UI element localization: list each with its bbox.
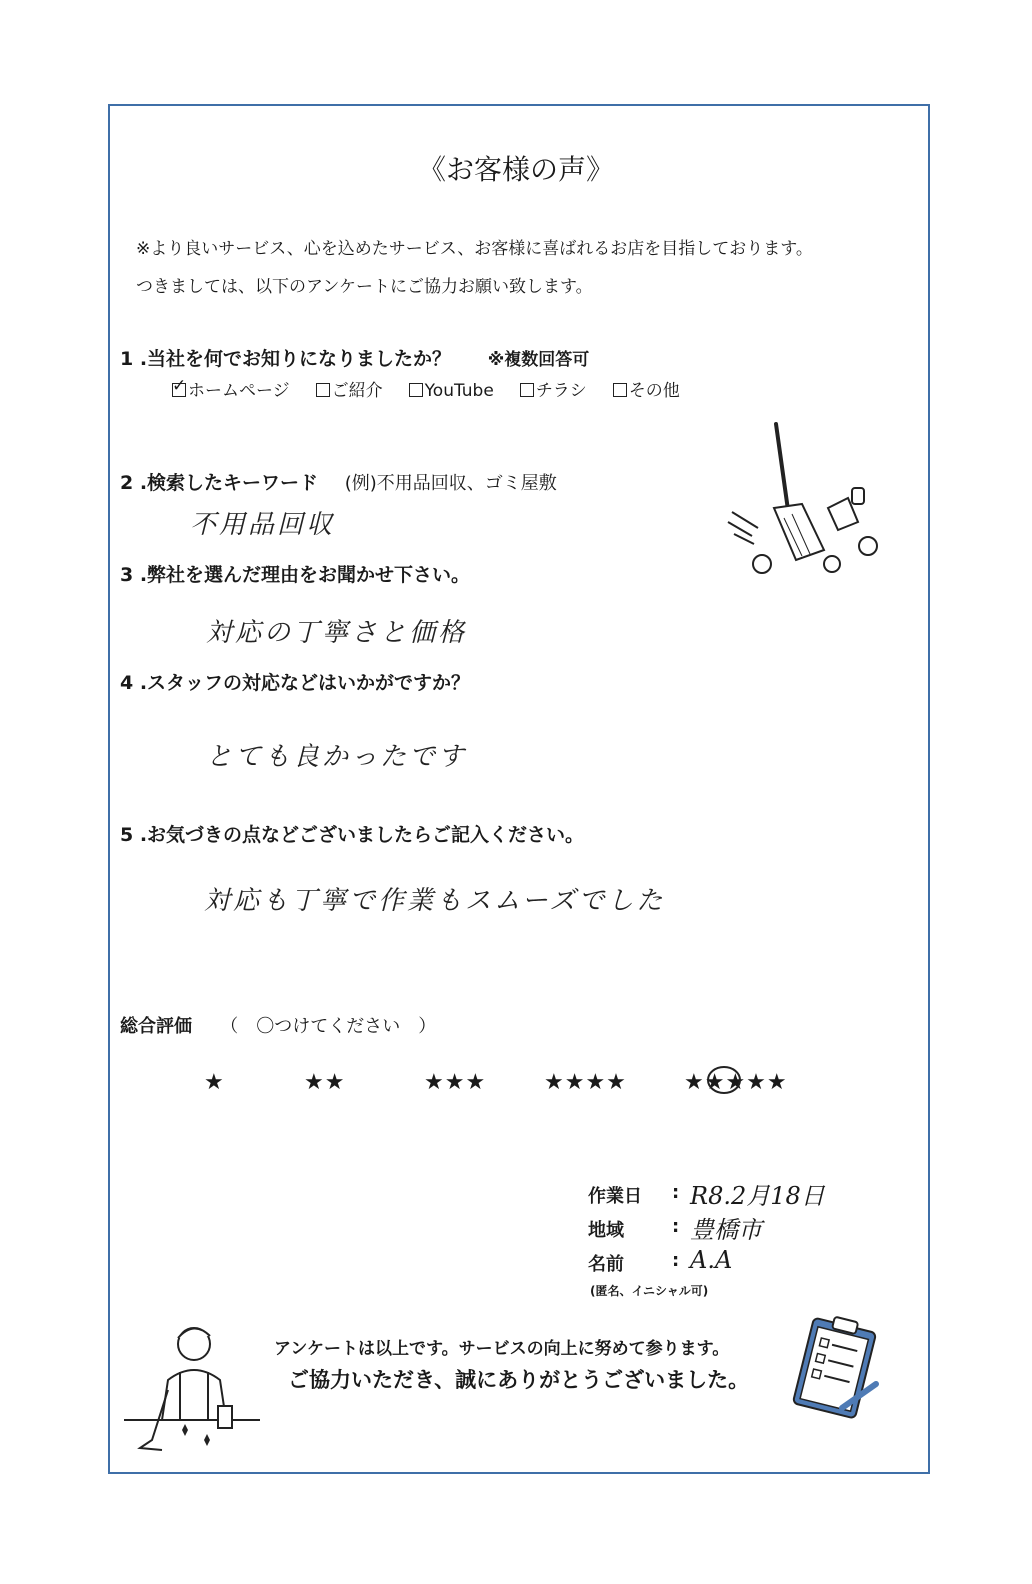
question-5-answer[interactable]: 対応も丁寧で作業もスムーズでした [204, 886, 666, 916]
question-2-label: 2 .検索したキーワード [120, 472, 319, 494]
question-1-option[interactable] [172, 376, 290, 401]
rating-option-4[interactable]: ★★★★ [544, 1070, 627, 1095]
rating-selected-circle [704, 1062, 744, 1098]
question-1-option-label: その他 [628, 381, 680, 401]
rating-option-5[interactable]: ★★★★★ [684, 1070, 788, 1095]
question-3-answer[interactable]: 対応の丁寧さと価格 [206, 618, 468, 648]
checkbox[interactable] [613, 383, 627, 397]
name-label: 名前 [588, 1254, 624, 1275]
checkbox[interactable] [409, 383, 423, 397]
rating-section [120, 1012, 436, 1038]
name-colon: : [672, 1250, 680, 1271]
question-1-option-label: YouTube [424, 381, 494, 401]
question-1-label: 1 .当社を何でお知りになりましたか？ [120, 348, 452, 370]
intro-line-1: ※より良いサービス、心を込めたサービス、お客様に喜ばれるお店を目指しております。 [136, 239, 813, 259]
footer-line-1: アンケートは以上です。サービスの向上に努めて参ります。 [274, 1339, 730, 1359]
cleaning-person-icon [122, 1320, 262, 1470]
name-value[interactable]: A.A [690, 1246, 733, 1274]
question-1-option-label: ホームページ [188, 381, 290, 401]
question-2 [120, 468, 557, 495]
checkbox[interactable] [520, 383, 534, 397]
region-colon: : [672, 1216, 680, 1237]
name-note: (匿名、イニシャル可) [590, 1284, 709, 1298]
question-1-option[interactable] [409, 381, 494, 401]
rating-option-2[interactable]: ★★ [304, 1070, 346, 1095]
region-label: 地域 [588, 1220, 624, 1241]
region-value[interactable]: 豊橋市 [690, 1216, 762, 1244]
checkbox[interactable] [316, 383, 330, 397]
work-date-colon: : [672, 1182, 680, 1203]
question-1-note: ※複数回答可 [487, 350, 590, 370]
intro-line-2: つきましては、以下のアンケートにご協力お願い致します。 [136, 277, 593, 297]
question-2-example: (例)不用品回収、ゴミ屋敷 [344, 473, 557, 494]
question-1-option[interactable] [316, 376, 383, 401]
question-1-option-label: ご紹介 [331, 381, 383, 401]
question-1-options [172, 376, 706, 401]
rating-instruction: （ 〇つけてください ） [220, 1016, 437, 1037]
question-1-option-label: チラシ [535, 381, 587, 401]
survey-frame [108, 104, 930, 1474]
clipboard-icon [784, 1314, 884, 1426]
question-1-option[interactable] [520, 376, 587, 401]
question-1 [120, 344, 589, 371]
question-5-label: 5 .お気づきの点などございましたらご記入ください。 [120, 824, 585, 846]
checkbox[interactable] [172, 383, 186, 397]
dustpan-icon [824, 486, 874, 536]
work-date-label: 作業日 [588, 1186, 642, 1207]
question-4-answer[interactable]: とても良かったです [206, 742, 468, 772]
rating-option-1[interactable]: ★ [204, 1070, 225, 1095]
question-4-label: 4 .スタッフの対応などはいかがですか？ [120, 672, 471, 694]
question-3-label: 3 .弊社を選んだ理由をお聞かせ下さい。 [120, 564, 471, 586]
rating-label: 総合評価 [120, 1016, 192, 1037]
question-1-option[interactable] [613, 376, 680, 401]
rating-option-3[interactable]: ★★★ [424, 1070, 487, 1095]
work-date-value[interactable]: R8.2月18日 [690, 1182, 825, 1210]
question-2-answer[interactable]: 不用品回収 [190, 510, 336, 540]
footer-line-2: ご協力いただき、誠にありがとうございました。 [288, 1368, 750, 1392]
page-title: 《お客様の声》 [417, 153, 614, 186]
